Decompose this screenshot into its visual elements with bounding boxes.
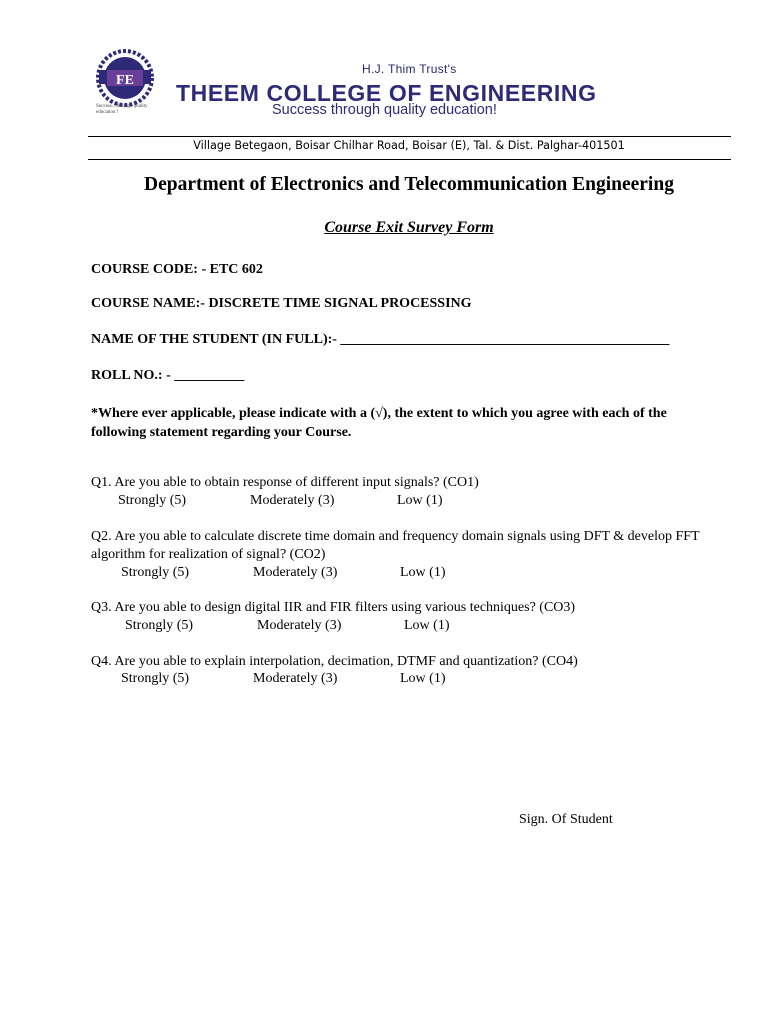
question-2: Q2. Are you able to calculate discrete time domain and frequency domain signals using DFT & develop FFT algorithm for realization of signal? (CO2) <box>91 529 700 562</box>
college-address: Village Betegaon, Boisar Chilhar Road, Boisar (E), Tal. & Dist. Palghar-401501 <box>193 139 625 152</box>
instruction-text: *Where ever applicable, please indicate with a (√), the extent to which you agree with each of the following statement regarding your Course. <box>91 406 667 440</box>
option-moderately[interactable]: Moderately (3) <box>257 618 342 633</box>
student-name-field[interactable]: NAME OF THE STUDENT (IN FULL):- _______________________________________________ <box>91 332 670 347</box>
option-strongly[interactable]: Strongly (5) <box>121 565 190 580</box>
roll-no-field[interactable]: ROLL NO.: - __________ <box>91 368 245 383</box>
signature-label: Sign. Of Student <box>519 812 613 827</box>
course-name: COURSE NAME:- DISCRETE TIME SIGNAL PROCESSING <box>91 296 472 311</box>
option-low[interactable]: Low (1) <box>404 618 450 633</box>
option-moderately[interactable]: Moderately (3) <box>253 565 338 580</box>
trust-name: H.J. Thim Trust's <box>362 62 457 76</box>
option-low[interactable]: Low (1) <box>397 493 443 508</box>
option-low[interactable]: Low (1) <box>400 671 446 686</box>
form-title: Course Exit Survey Form <box>324 219 494 236</box>
header-divider-top <box>88 136 731 137</box>
college-tagline: Success through quality education! <box>272 102 497 118</box>
question-4: Q4. Are you able to explain interpolation, decimation, DTMF and quantization? (CO4) <box>91 654 578 669</box>
option-low[interactable]: Low (1) <box>400 565 446 580</box>
college-name: THEEM COLLEGE OF ENGINEERING <box>176 80 597 106</box>
header-divider-bottom <box>88 159 731 160</box>
svg-text:FE: FE <box>116 73 134 88</box>
logo-caption: Success... through quality education ! <box>96 104 148 115</box>
question-3: Q3. Are you able to design digital IIR and FIR filters using various techniques? (CO3) <box>91 600 576 615</box>
option-moderately[interactable]: Moderately (3) <box>250 493 335 508</box>
option-strongly[interactable]: Strongly (5) <box>121 671 190 686</box>
option-strongly[interactable]: Strongly (5) <box>125 618 194 633</box>
question-1: Q1. Are you able to obtain response of different input signals? (CO1) <box>91 475 479 490</box>
course-code: COURSE CODE: - ETC 602 <box>91 262 263 277</box>
option-moderately[interactable]: Moderately (3) <box>253 671 338 686</box>
department-title: Department of Electronics and Telecommunication Engineering <box>144 174 674 195</box>
option-strongly[interactable]: Strongly (5) <box>118 493 187 508</box>
